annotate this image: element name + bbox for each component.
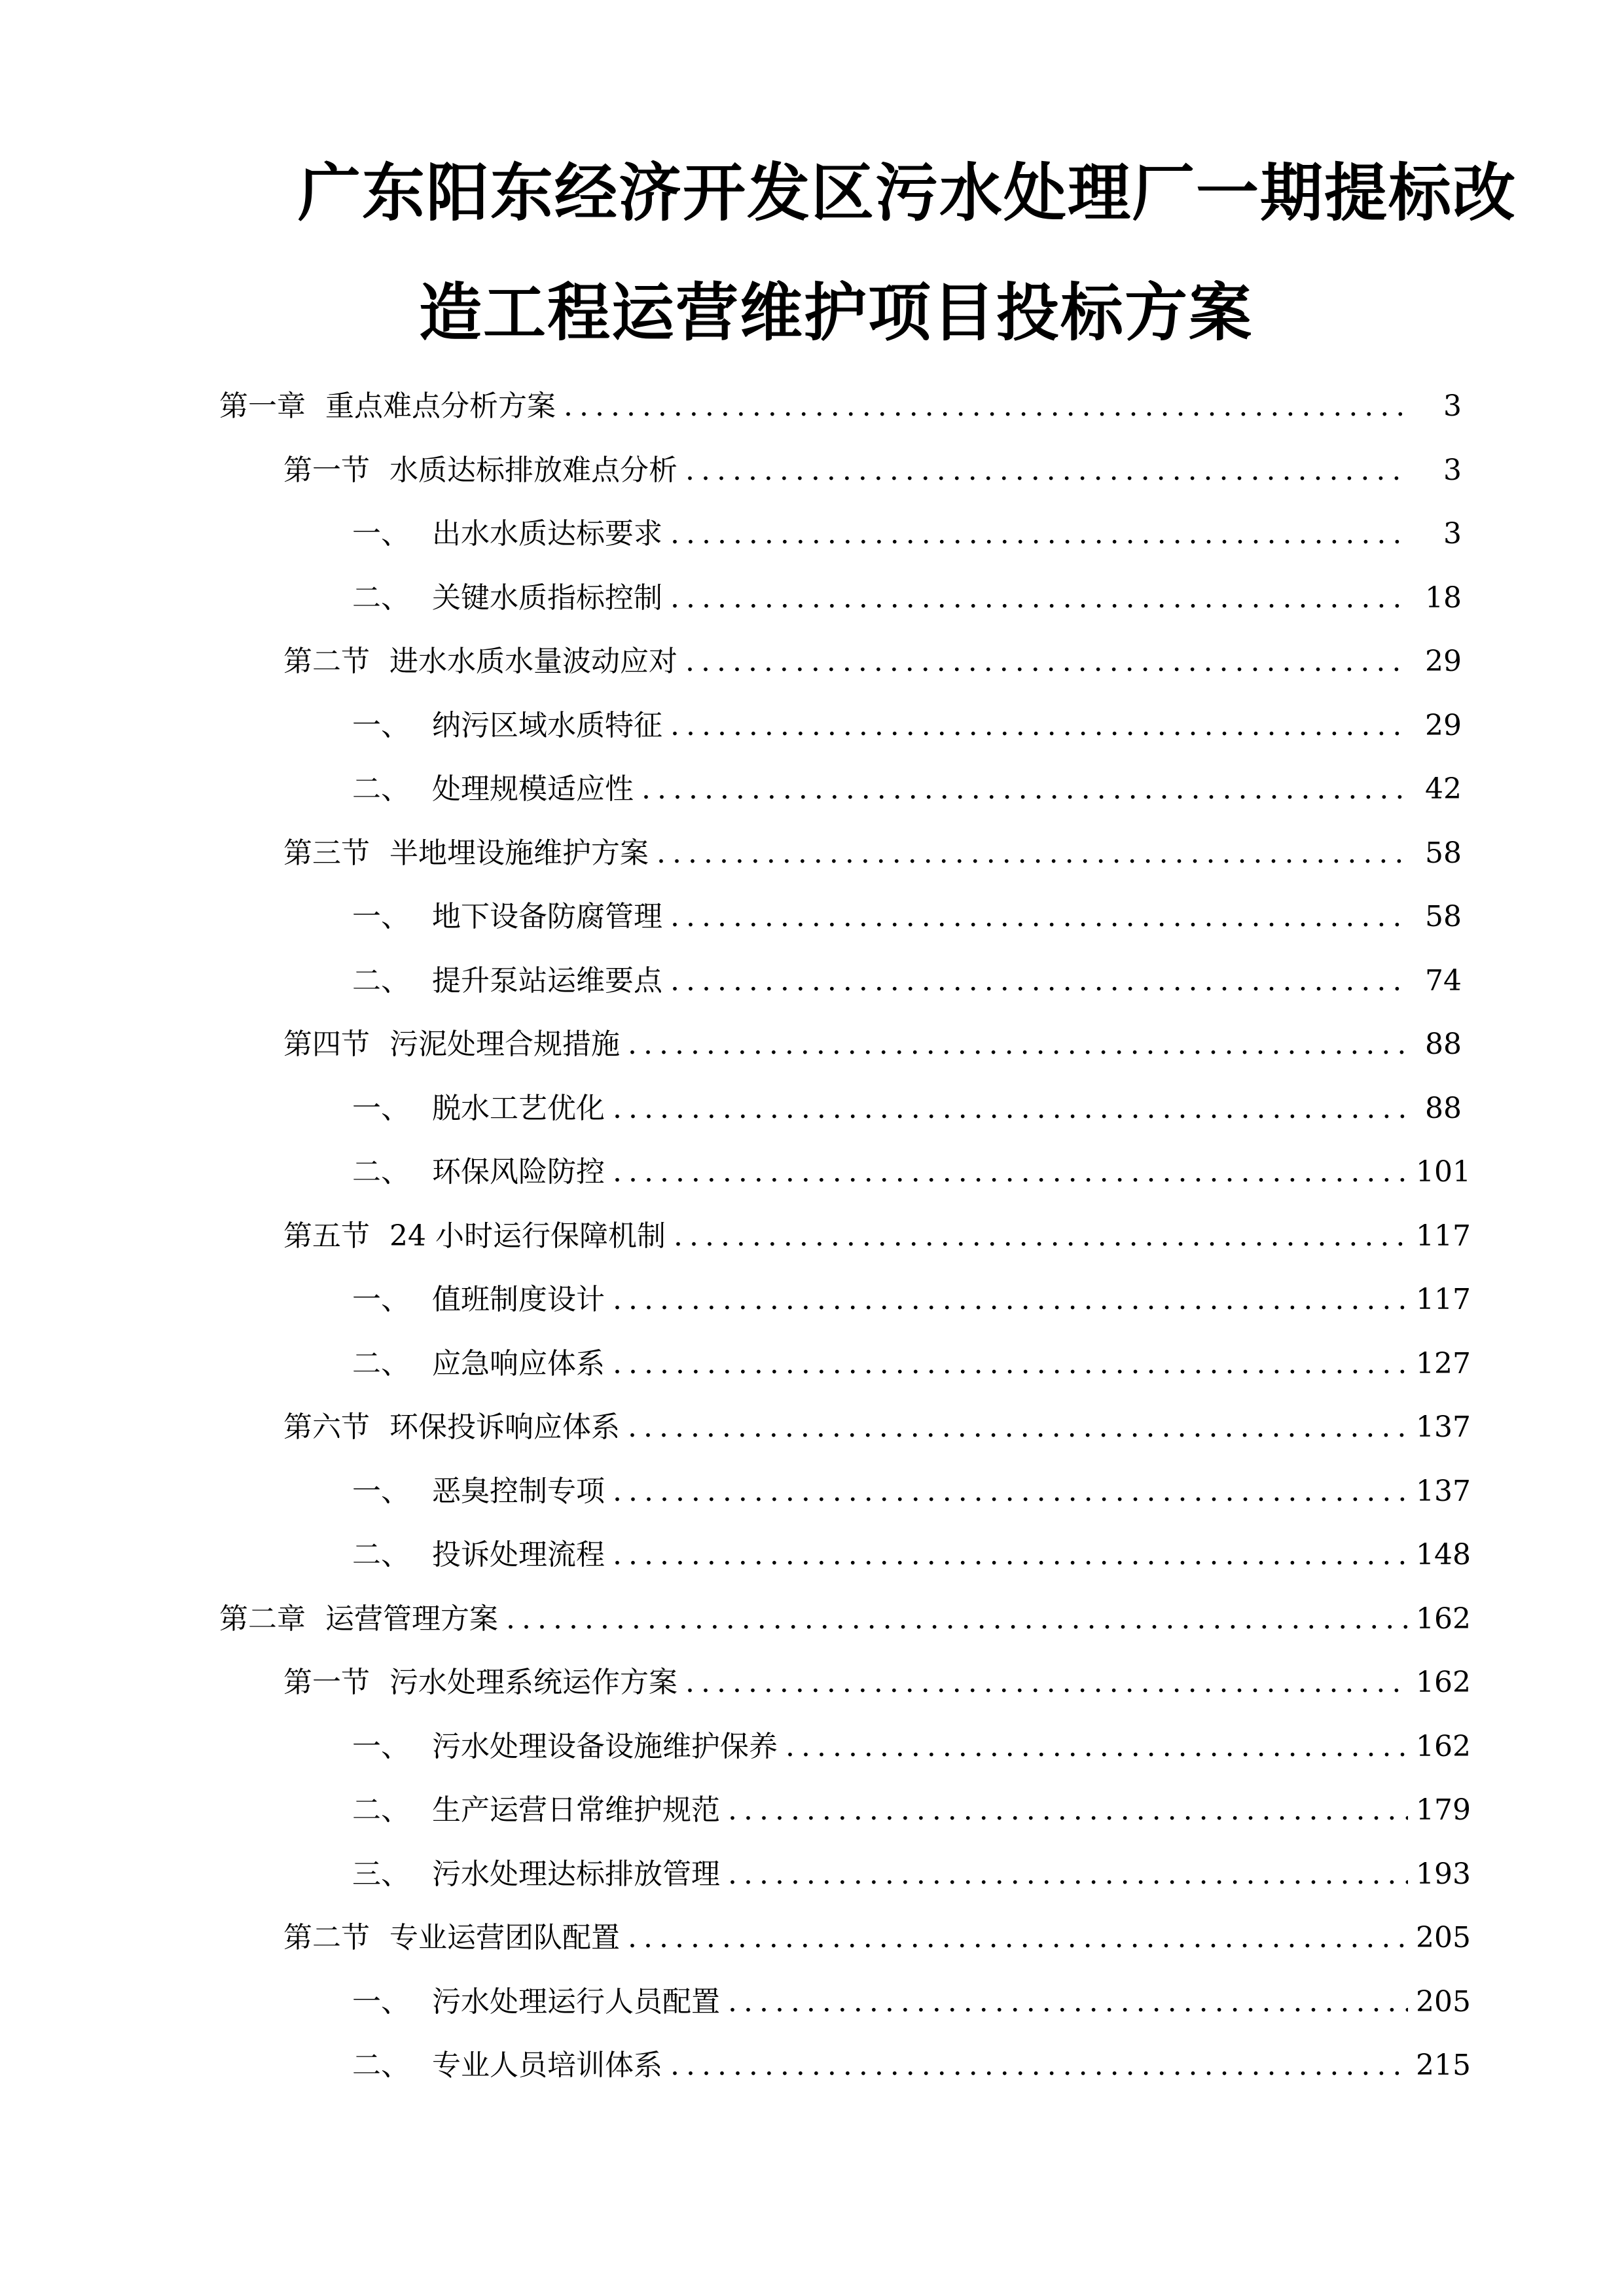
toc-dot-leader <box>685 1651 1408 1715</box>
toc-dot-leader <box>670 2034 1408 2098</box>
toc-page-number: 29 <box>1425 708 1462 742</box>
toc-entry-label <box>352 1778 720 1842</box>
toc-entry-label <box>283 1013 620 1077</box>
toc-entry-number: 一、 <box>352 1283 410 1316</box>
toc-entry-level-3[interactable] <box>0 1970 1624 2034</box>
toc-entry-label <box>352 1460 605 1524</box>
document-title-line-1: 广东阳东经济开发区污水处理厂一期提标改 <box>298 156 1517 230</box>
toc-entry-label <box>352 2034 662 2098</box>
toc-entry-title: 重点难点分析方案 <box>325 389 556 423</box>
toc-entry-title: 生产运营日常维护规范 <box>432 1793 720 1827</box>
toc-dot-leader <box>674 1204 1408 1268</box>
toc-page-number: 29 <box>1425 645 1462 678</box>
toc-entry-number: 一、 <box>352 1474 410 1508</box>
toc-entry-title: 专业运营团队配置 <box>389 1921 620 1954</box>
document-title-line-2: 造工程运营维护项目投标方案 <box>419 276 1253 350</box>
toc-page-number: 3 <box>1443 389 1462 423</box>
toc-page-number: 205 <box>1416 1921 1471 1954</box>
toc-entry-label <box>283 1395 620 1460</box>
toc-entry-number: 一、 <box>352 1091 410 1125</box>
toc-entry-title: 地下设备防腐管理 <box>432 900 662 933</box>
toc-entry-label <box>219 1587 498 1651</box>
toc-dot-leader <box>685 439 1408 503</box>
toc-entry-title: 进水水质水量波动应对 <box>389 645 677 678</box>
toc-page-number: 42 <box>1425 772 1462 806</box>
toc-entry-title: 关键水质指标控制 <box>432 581 662 615</box>
toc-entry-title: 值班制度设计 <box>432 1283 605 1316</box>
toc-dot-leader <box>613 1140 1408 1204</box>
toc-entry-number: 二、 <box>352 1793 410 1827</box>
toc-entry-title: 24 小时运行保障机制 <box>389 1219 666 1253</box>
toc-entry-label <box>352 1715 778 1779</box>
toc-page-number: 117 <box>1416 1219 1471 1253</box>
toc-entry-level-2[interactable] <box>0 439 1624 503</box>
toc-entry-label <box>352 1268 605 1332</box>
toc-dot-leader <box>728 1778 1408 1842</box>
toc-dot-leader <box>628 1013 1408 1077</box>
toc-page-number: 193 <box>1416 1857 1471 1891</box>
toc-dot-leader <box>670 949 1408 1013</box>
toc-dot-leader <box>670 885 1408 949</box>
toc-page-number: 127 <box>1416 1346 1471 1380</box>
toc-entry-title: 水质达标排放难点分析 <box>389 453 677 487</box>
toc-entry-level-3[interactable] <box>0 1523 1624 1587</box>
toc-entry-label <box>283 1906 620 1970</box>
toc-entry-level-2[interactable] <box>0 1013 1624 1077</box>
toc-entry-title: 出水水质达标要求 <box>432 517 662 550</box>
toc-entry-label <box>219 374 556 439</box>
toc-dot-leader <box>670 694 1408 758</box>
toc-dot-leader <box>685 630 1408 694</box>
toc-entry-title: 提升泵站运维要点 <box>432 963 662 997</box>
toc-entry-title: 污水处理设备设施维护保养 <box>432 1729 778 1763</box>
toc-entry-level-3[interactable] <box>0 694 1624 758</box>
toc-entry-level-3[interactable] <box>0 1842 1624 1907</box>
toc-dot-leader <box>613 1523 1408 1587</box>
toc-entry-label <box>352 757 634 821</box>
toc-entry-title: 运营管理方案 <box>325 1602 498 1636</box>
toc-entry-label <box>352 694 662 758</box>
toc-page-number: 205 <box>1416 1984 1471 2018</box>
toc-entry-title: 污水处理达标排放管理 <box>432 1857 720 1891</box>
toc-page-number: 74 <box>1425 963 1462 997</box>
toc-entry-title: 专业人员培训体系 <box>432 2049 662 2082</box>
toc-entry-title: 应急响应体系 <box>432 1346 605 1380</box>
toc-entry-number: 二、 <box>352 1538 410 1571</box>
toc-entry-level-2[interactable] <box>0 821 1624 886</box>
toc-page-number: 162 <box>1416 1729 1471 1763</box>
toc-entry-label <box>283 821 649 886</box>
toc-entry-number: 第二节 <box>283 645 370 678</box>
toc-entry-level-3[interactable] <box>0 1778 1624 1842</box>
toc-entry-title: 污泥处理合规措施 <box>389 1028 620 1061</box>
toc-entry-level-2[interactable] <box>0 1906 1624 1970</box>
toc-entry-number: 二、 <box>352 1346 410 1380</box>
toc-dot-leader <box>564 374 1408 439</box>
toc-entry-level-3[interactable] <box>0 1140 1624 1204</box>
toc-dot-leader <box>728 1970 1408 2034</box>
toc-dot-leader <box>613 1077 1408 1141</box>
toc-entry-title: 处理规模适应性 <box>432 772 634 806</box>
toc-entry-level-1[interactable] <box>0 374 1624 439</box>
toc-entry-label <box>283 630 677 694</box>
toc-entry-number: 第一章 <box>219 389 306 423</box>
toc-dot-leader <box>670 502 1408 566</box>
toc-entry-level-3[interactable] <box>0 949 1624 1013</box>
toc-entry-title: 脱水工艺优化 <box>432 1091 605 1125</box>
toc-entry-number: 第一节 <box>283 453 370 487</box>
toc-entry-title: 环保风险防控 <box>432 1155 605 1189</box>
toc-entry-level-2[interactable] <box>0 1395 1624 1460</box>
toc-page-number: 148 <box>1416 1538 1471 1571</box>
toc-entry-number: 三、 <box>352 1857 410 1891</box>
toc-page-number: 179 <box>1416 1793 1471 1827</box>
toc-entry-level-3[interactable] <box>0 566 1624 630</box>
toc-page-number: 18 <box>1425 581 1462 615</box>
toc-entry-level-3[interactable] <box>0 1268 1624 1332</box>
toc-page-number: 3 <box>1443 453 1462 487</box>
toc-entry-level-3[interactable] <box>0 1332 1624 1396</box>
toc-dot-leader <box>657 821 1408 886</box>
toc-entry-number: 第六节 <box>283 1410 370 1444</box>
toc-page-number: 117 <box>1416 1283 1471 1316</box>
toc-dot-leader <box>613 1460 1408 1524</box>
toc-page-number: 88 <box>1425 1091 1462 1125</box>
toc-entry-level-3[interactable] <box>0 885 1624 949</box>
toc-page-number: 162 <box>1416 1666 1471 1699</box>
toc-entry-level-3[interactable] <box>0 757 1624 821</box>
toc-page-number: 58 <box>1425 900 1462 933</box>
toc-entry-level-3[interactable] <box>0 1715 1624 1779</box>
toc-entry-number: 一、 <box>352 900 410 933</box>
toc-page-number: 3 <box>1443 517 1462 550</box>
toc-entry-level-3[interactable] <box>0 1077 1624 1141</box>
toc-page-number: 137 <box>1416 1410 1471 1444</box>
toc-entry-level-2[interactable] <box>0 1651 1624 1715</box>
toc-dot-leader <box>670 566 1408 630</box>
toc-entry-level-3[interactable] <box>0 502 1624 566</box>
toc-entry-number: 二、 <box>352 1155 410 1189</box>
toc-entry-number: 第二章 <box>219 1602 306 1636</box>
toc-page-number: 162 <box>1416 1602 1471 1636</box>
toc-page-number: 215 <box>1416 2049 1471 2082</box>
toc-entry-number: 第一节 <box>283 1666 370 1699</box>
toc-dot-leader <box>628 1906 1408 1970</box>
toc-entry-number: 一、 <box>352 708 410 742</box>
toc-dot-leader <box>785 1715 1408 1779</box>
toc-entry-number: 二、 <box>352 963 410 997</box>
toc-entry-number: 第四节 <box>283 1028 370 1061</box>
toc-entry-title: 污水处理运行人员配置 <box>432 1984 720 2018</box>
toc-entry-label <box>352 1077 605 1141</box>
toc-dot-leader <box>728 1842 1408 1907</box>
toc-entry-title: 纳污区域水质特征 <box>432 708 662 742</box>
toc-entry-label <box>352 1970 720 2034</box>
toc-dot-leader <box>613 1268 1408 1332</box>
toc-entry-label <box>283 1204 666 1268</box>
toc-entry-title: 污水处理系统运作方案 <box>389 1666 677 1699</box>
toc-entry-number: 第五节 <box>283 1219 370 1253</box>
toc-page-number: 58 <box>1425 836 1462 870</box>
toc-dot-leader <box>506 1587 1408 1651</box>
toc-entry-label <box>352 502 662 566</box>
toc-entry-level-1[interactable] <box>0 1587 1624 1651</box>
toc-dot-leader <box>613 1332 1408 1396</box>
toc-entry-level-2[interactable] <box>0 1204 1624 1268</box>
toc-entry-number: 一、 <box>352 1984 410 2018</box>
toc-entry-label <box>283 439 677 503</box>
toc-dot-leader <box>628 1395 1408 1460</box>
toc-entry-title: 恶臭控制专项 <box>432 1474 605 1508</box>
toc-page-number: 137 <box>1416 1474 1471 1508</box>
toc-entry-label <box>352 1523 605 1587</box>
toc-entry-number: 二、 <box>352 2049 410 2082</box>
toc-entry-number: 第二节 <box>283 1921 370 1954</box>
toc-entry-number: 二、 <box>352 772 410 806</box>
toc-entry-level-3[interactable] <box>0 1460 1624 1524</box>
toc-entry-label <box>352 1140 605 1204</box>
toc-entry-title: 半地埋设施维护方案 <box>389 836 649 870</box>
table-of-contents <box>0 374 1624 2098</box>
toc-entry-label <box>352 1332 605 1396</box>
toc-entry-number: 一、 <box>352 517 410 550</box>
toc-entry-label <box>283 1651 677 1715</box>
toc-entry-label <box>352 566 662 630</box>
toc-page-number: 101 <box>1416 1155 1471 1189</box>
toc-page-number: 88 <box>1425 1028 1462 1061</box>
toc-entry-label <box>352 885 662 949</box>
toc-entry-number: 一、 <box>352 1729 410 1763</box>
toc-entry-level-2[interactable] <box>0 630 1624 694</box>
toc-dot-leader <box>641 757 1408 821</box>
toc-entry-title: 环保投诉响应体系 <box>389 1410 620 1444</box>
toc-entry-label <box>352 1842 720 1907</box>
toc-entry-level-3[interactable] <box>0 2034 1624 2098</box>
toc-entry-number: 第三节 <box>283 836 370 870</box>
toc-entry-title: 投诉处理流程 <box>432 1538 605 1571</box>
toc-entry-label <box>352 949 662 1013</box>
toc-entry-number: 二、 <box>352 581 410 615</box>
